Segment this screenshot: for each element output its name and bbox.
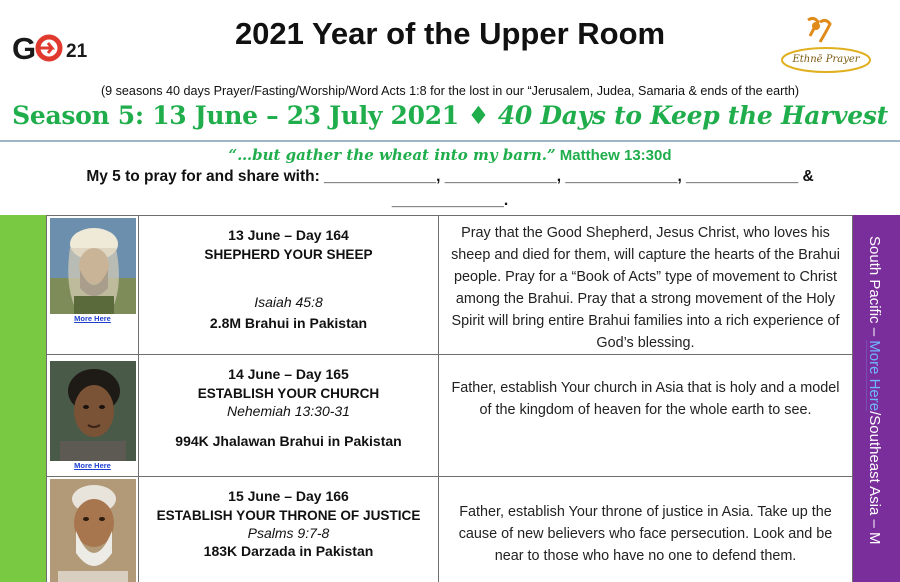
region-label-part1: South Pacific –	[866, 236, 883, 341]
day-scripture: Isaiah 45:8	[254, 294, 323, 310]
ethne-dot-icon	[812, 22, 820, 30]
prayer-days-table	[46, 215, 853, 582]
day-people-group: 994K Jhalawan Brahui in Pakistan	[175, 433, 402, 449]
season-dates: Season 5: 13 June – 23 July 2021 ♦	[12, 101, 498, 130]
day-info-cell	[139, 355, 439, 477]
ethne-logo-graphic	[770, 14, 882, 78]
day-info-cell	[139, 477, 439, 582]
my-five-line: My 5 to pray for and share with: _____________, _____________, _____________, _____________ &	[86, 168, 814, 185]
day-scripture: Psalms 9:7-8	[247, 525, 330, 541]
ethne-label: Ethnē Prayer	[792, 54, 860, 65]
day-people-group: 2.8M Brahui in Pakistan	[209, 315, 368, 331]
day-prayer-text: Pray that the Good Shepherd, Jesus Christ, who loves his sheep and died for them, will capture the hearts of the Brahui people. Pray for a “Book of Acts” type of movement to Christ among the Brahui. Pray that a strong movement of the Holy Spirit will bring entire Brahui families into a rich experience of God’s blessing.	[439, 216, 853, 355]
day-theme: ESTABLISH YOUR THRONE OF JUSTICE	[156, 508, 421, 523]
people-photo-cell	[47, 216, 139, 355]
jhalawan-man-photo	[50, 357, 136, 461]
table-row	[47, 477, 853, 582]
ethne-prayer-logo	[770, 14, 882, 78]
brahui-man-photo	[50, 218, 136, 314]
page-title: 2021 Year of the Upper Room	[234, 16, 666, 51]
day-theme: SHEPHERD YOUR SHEEP	[204, 247, 373, 262]
my-five-line-end: _____________.	[391, 192, 509, 209]
season-heading	[0, 101, 900, 130]
day-people-group: 183K Darzada in Pakistan	[203, 543, 374, 559]
day-prayer-text: Father, establish Your church in Asia that is holy and a model of the kingdom of heaven for the whole earth to see.	[439, 355, 853, 477]
day-info-cell	[139, 216, 439, 355]
region-side-label	[866, 236, 886, 582]
day-theme: ESTABLISH YOUR CHURCH	[197, 386, 380, 401]
day-scripture: Nehemiah 13:30-31	[227, 403, 350, 419]
subtitle: (9 seasons 40 days Prayer/Fasting/Worship/Word Acts 1:8 for the lost in our “Jerusalem, Judea, Samaria & ends of the earth)	[100, 84, 800, 98]
darzada-man-photo	[50, 479, 136, 582]
day-date: 14 June – Day 165	[228, 366, 349, 382]
header-divider	[0, 140, 900, 142]
ethne-mark-icon	[808, 18, 830, 42]
verse-quote: “…but gather the wheat into my barn.”	[228, 146, 556, 164]
logo-number: 21	[66, 41, 88, 62]
verse-line	[0, 146, 900, 164]
season-theme: 40 Days to Keep the Harvest	[497, 101, 888, 130]
more-here-link[interactable]: More Here	[74, 314, 111, 323]
left-color-bar	[0, 215, 46, 582]
day-date: 13 June – Day 164	[228, 227, 349, 243]
people-photo-cell	[47, 477, 139, 582]
more-here-link[interactable]: More Here	[74, 461, 111, 470]
verse-reference: Matthew 13:30d	[555, 147, 672, 164]
logo-g-letter: G	[12, 31, 37, 66]
region-more-link[interactable]: More Here	[866, 340, 883, 412]
table-row	[47, 216, 853, 355]
people-photo-cell	[47, 355, 139, 477]
day-date: 15 June – Day 166	[228, 488, 349, 504]
region-label-part2: /Southeast Asia – M	[866, 411, 883, 545]
table-row	[47, 355, 853, 477]
day-prayer-text: Father, establish Your throne of justice in Asia. Take up the cause of new believers who face persecution. Look and be near to those who have no one to defend them.	[439, 477, 853, 582]
